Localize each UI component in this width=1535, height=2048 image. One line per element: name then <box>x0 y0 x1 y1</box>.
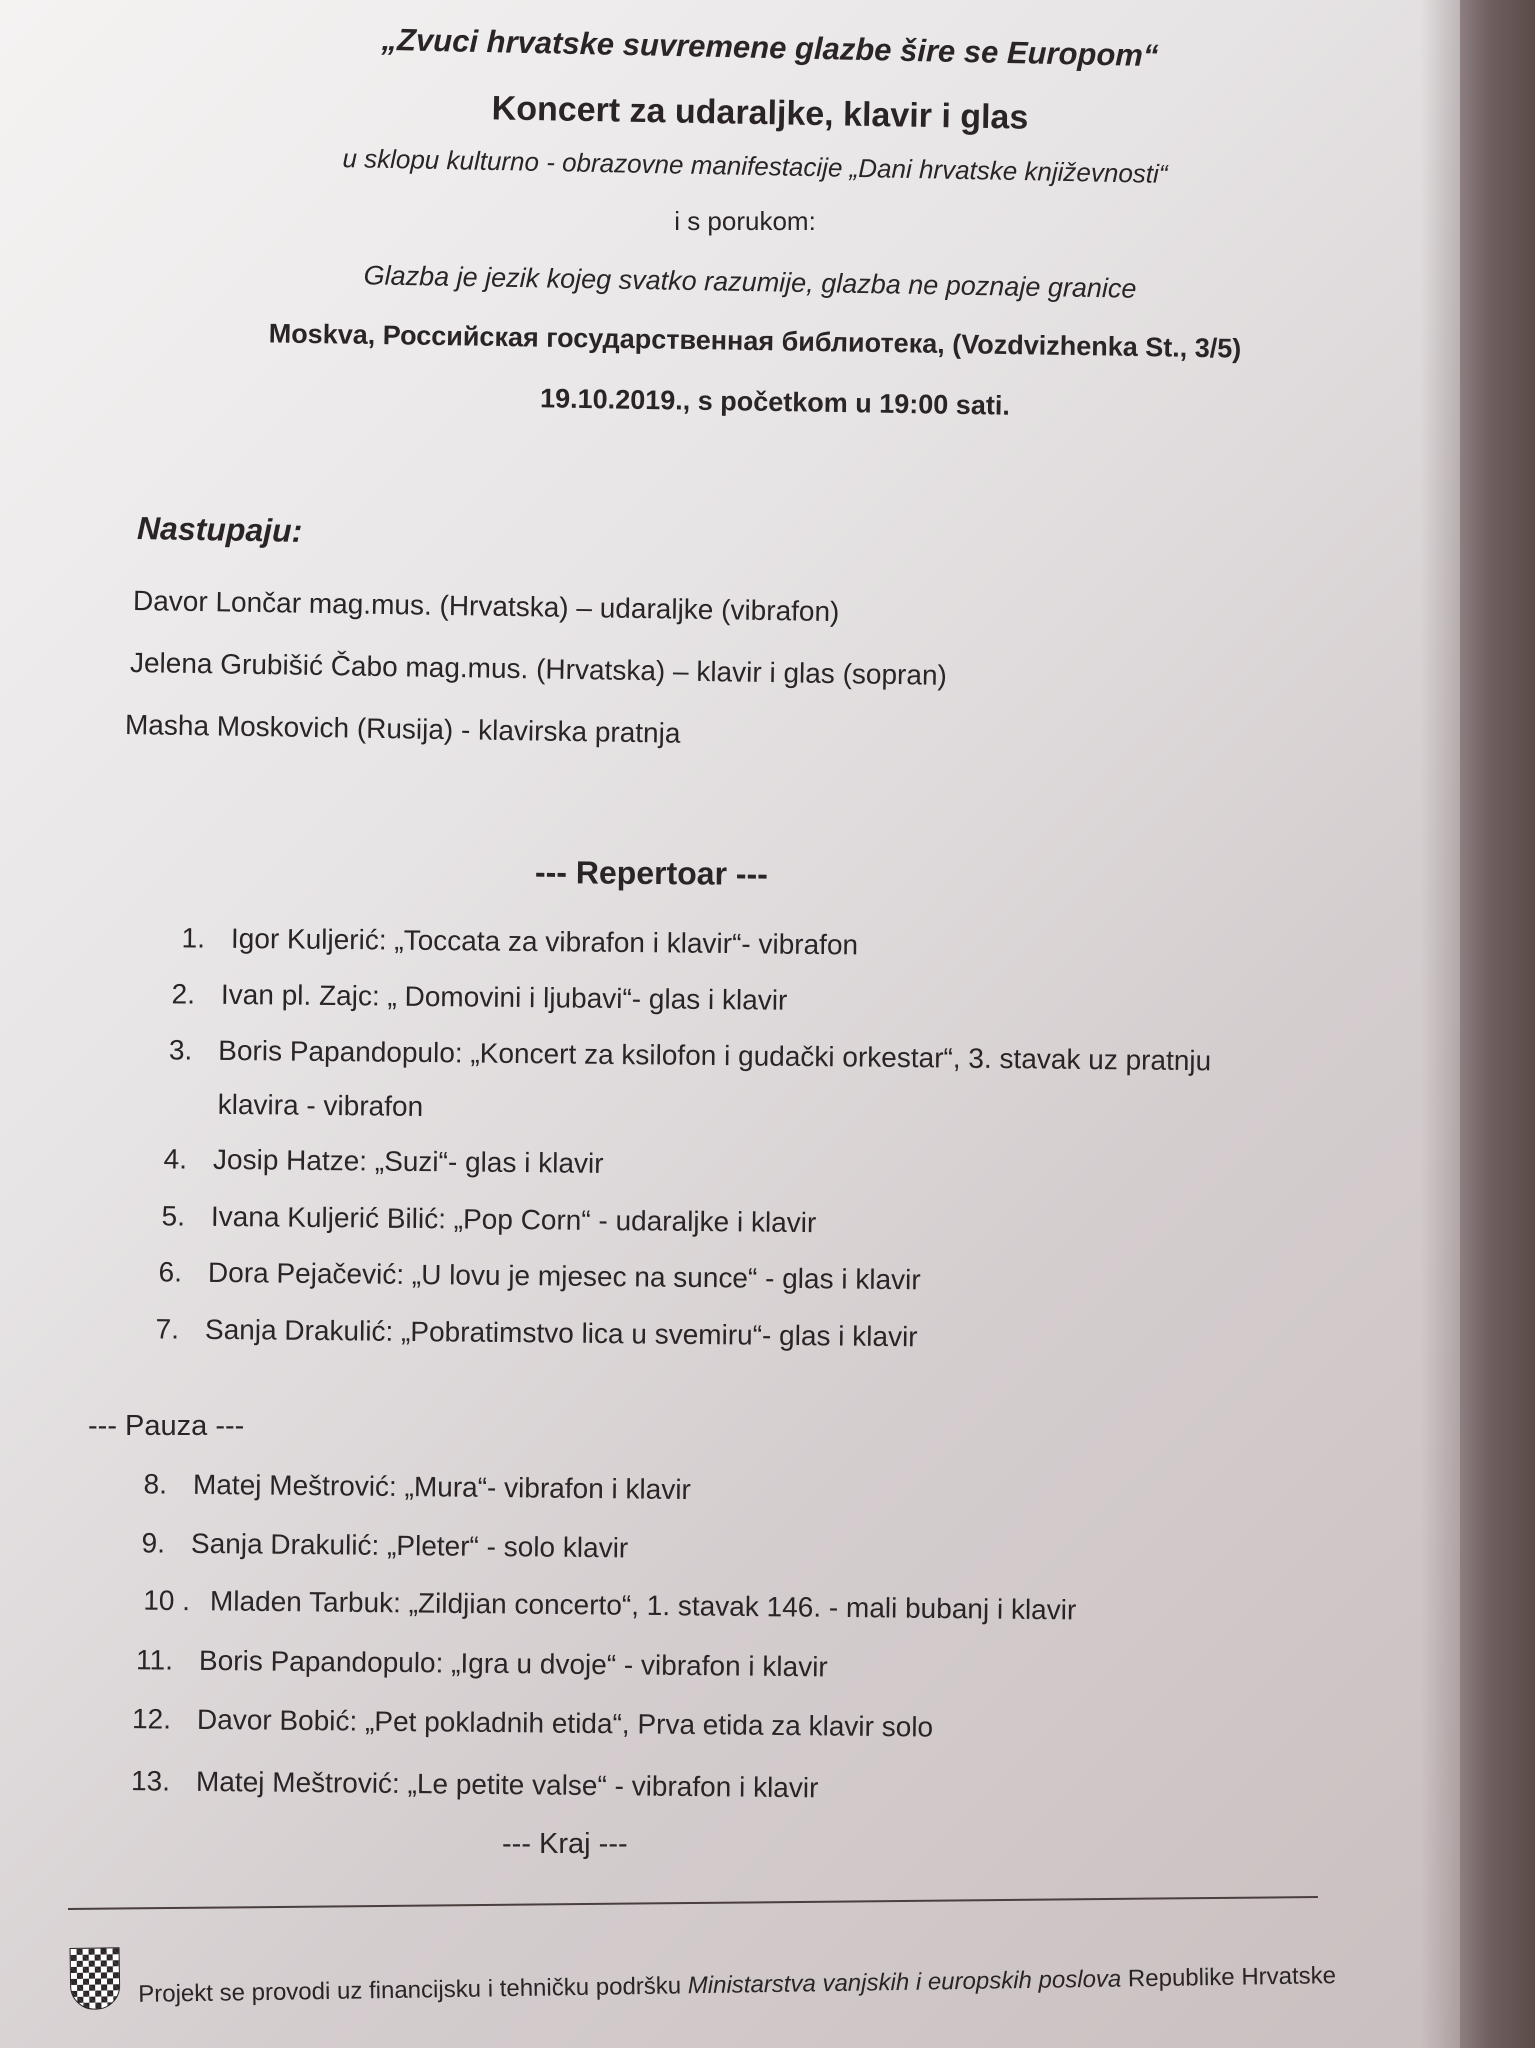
item-text: Boris Papandopulo: „Igra u dvoje“ - vibrafon i klavir <box>198 1644 828 1683</box>
item-number: 1. <box>181 922 206 954</box>
item-text: Matej Meštrović: „Le petite valse“ - vibrafon i klavir <box>195 1765 819 1804</box>
item-number: 2. <box>171 978 196 1010</box>
venue: Moskva, Российская государственная библиотека, (Vozdvizhenka St., 3/5) <box>268 318 1242 364</box>
item-text <box>218 1035 1212 1131</box>
item-text: Mladen Tarbuk: „Zildjian concerto“, 1. stavak 146. - mali bubanj i klavir <box>209 1585 1077 1626</box>
item-text: Igor Kuljerić: „Toccata za vibrafon i klavir“- vibrafon <box>230 922 859 961</box>
date-time: 19.10.2019., s početkom u 19:00 sati. <box>539 383 1011 421</box>
item-text: Ivan pl. Zajc: „ Domovini i ljubavi“- glas i klavir <box>220 978 788 1016</box>
performer-item: Davor Lončar mag.mus. (Hrvatska) – udaraljke (vibrafon) <box>132 585 840 628</box>
item-text: Dora Pejačević: „U lovu je mjesec na sunce“ - glas i klavir <box>207 1256 921 1296</box>
concert-subtitle: u sklopu kulturno - obrazovne manifestacije „Dani hrvatske književnosti“ <box>342 143 1168 189</box>
header-quote: „Zvuci hrvatske suvremene glazbe šire se Europom“ <box>381 21 1159 74</box>
list-item <box>110 1527 629 1564</box>
item-number: 11. <box>135 1644 174 1676</box>
list-item <box>115 1765 819 1804</box>
list-item <box>150 922 858 961</box>
item-text: Josip Hatze: „Suzi“- glas i klavir <box>212 1143 604 1179</box>
list-item <box>127 1256 921 1296</box>
item-number: 6. <box>158 1256 183 1288</box>
croatian-coat-of-arms-icon <box>70 1947 121 2010</box>
repertoire-title: --- Repertoar --- <box>534 853 769 893</box>
item-number: 7. <box>155 1313 180 1345</box>
item-number: 12. <box>131 1703 172 1735</box>
item-number: 8. <box>143 1468 168 1500</box>
footer-text-italic: Ministarstva vanjskih i europskih poslova <box>687 1965 1122 2000</box>
list-item <box>116 1703 933 1744</box>
item-number: 5. <box>161 1200 186 1232</box>
list-item <box>118 1644 828 1683</box>
item-text: Sanja Drakulić: „Pleter“ - solo klavir <box>190 1527 629 1564</box>
item-number: 9. <box>141 1527 166 1559</box>
performers-section <box>124 510 1225 749</box>
list-item <box>140 978 788 1017</box>
motto: Glazba je jezik kojeg svatko razumije, glazba ne poznaje granice <box>363 260 1137 304</box>
footer <box>70 1928 1337 2010</box>
item-number: 3. <box>168 1034 193 1066</box>
item-number: 13. <box>130 1765 171 1797</box>
item-text: Davor Bobić: „Pet pokladnih etida“, Prva etida za klavir solo <box>196 1703 934 1743</box>
performer-item: Masha Moskovich (Rusija) - klavirska pratnja <box>124 709 681 749</box>
background-edge <box>1460 0 1535 2048</box>
list-item <box>124 1313 918 1353</box>
list-item <box>130 1200 817 1239</box>
header <box>0 21 1460 421</box>
item-text-line: Boris Papandopulo: „Koncert za ksilofon i gudački orkestar“, 3. stavak uz pratnju <box>218 1034 1212 1077</box>
item-text: Matej Meštrović: „Mura“- vibrafon i klavir <box>192 1468 692 1506</box>
item-text-continuation: klavira - vibrafon <box>217 1088 424 1122</box>
footer-text-plain: Projekt se provodi uz financijsku i tehničku podršku <box>138 1972 689 2008</box>
item-text: Sanja Drakulić: „Pobratimstvo lica u svemiru“- glas i klavir <box>204 1313 918 1353</box>
concert-title: Koncert za udaraljke, klavir i glas <box>491 89 1029 137</box>
performer-item: Jelena Grubišić Čabo mag.mus. (Hrvatska) – klavir i glas (sopran) <box>129 647 948 691</box>
list-item <box>80 1584 1077 1626</box>
performers-title: Nastupaju: <box>136 510 303 549</box>
message-intro: i s porukom: <box>674 206 816 236</box>
list-item <box>132 1143 604 1180</box>
footer-text <box>138 1962 1336 2009</box>
item-number: 10 . <box>143 1584 191 1617</box>
list-item <box>112 1468 691 1506</box>
pause-label: --- Pauza --- <box>88 1410 245 1442</box>
end-label: --- Kraj --- <box>502 1828 628 1860</box>
footer-divider <box>68 1896 1318 1910</box>
footer-text-tail: Republike Hrvatske <box>1121 1962 1337 1993</box>
item-text: Ivana Kuljerić Bilić: „Pop Corn“ - udaraljke i klavir <box>210 1200 817 1239</box>
list-item <box>137 1034 1212 1131</box>
item-number: 4. <box>163 1143 188 1175</box>
